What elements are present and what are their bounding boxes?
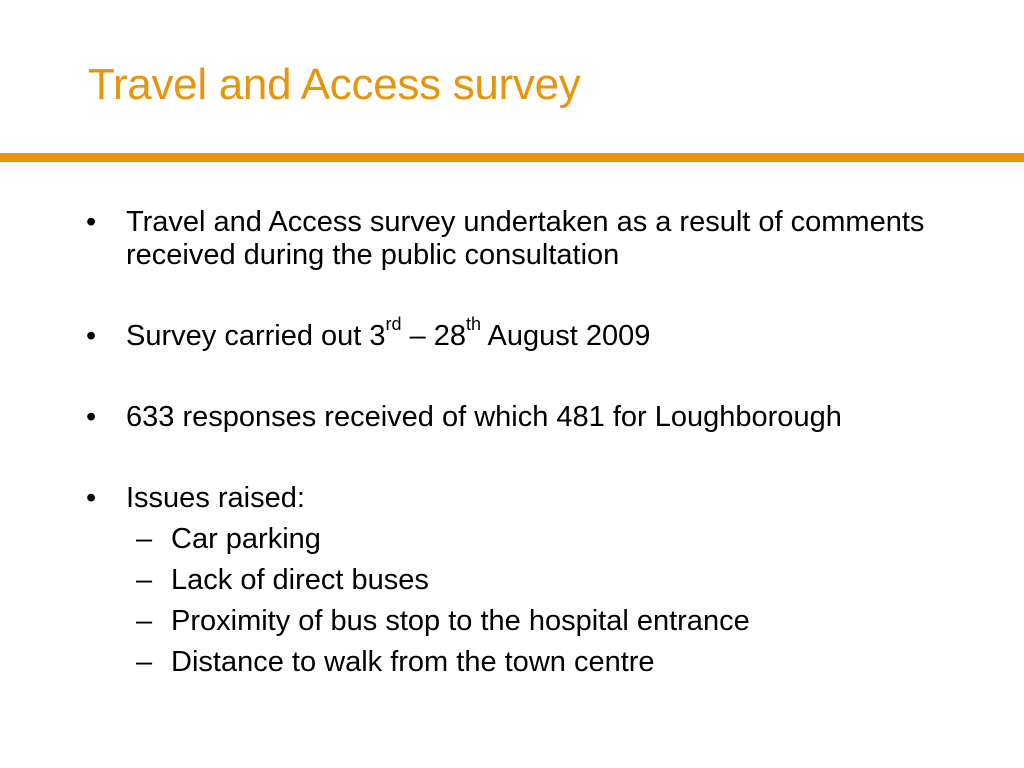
bullet-text-middle: – 28 xyxy=(401,320,467,352)
sub-bullet-item xyxy=(86,646,986,679)
sub-bullet-text: Car parking xyxy=(171,523,321,555)
dash-icon: – xyxy=(136,646,153,678)
slide-title: Travel and Access survey xyxy=(88,60,581,109)
dash-icon: – xyxy=(136,564,153,596)
sub-bullet-text: Lack of direct buses xyxy=(171,564,429,596)
bullet-icon: • xyxy=(86,482,97,514)
bullet-item xyxy=(86,314,986,353)
bullet-text-prefix: Survey carried out 3 xyxy=(126,320,386,352)
sub-bullet-text: Proximity of bus stop to the hospital entrance xyxy=(171,605,750,637)
slide-body xyxy=(86,206,986,687)
title-divider xyxy=(0,153,1024,162)
bullet-icon: • xyxy=(86,320,97,352)
bullet-text: 633 responses received of which 481 for Loughborough xyxy=(126,401,842,433)
bullet-item xyxy=(86,482,986,515)
bullet-text-suffix: August 2009 xyxy=(481,320,651,352)
ordinal-suffix: rd xyxy=(385,314,402,335)
bullet-icon: • xyxy=(86,401,97,433)
bullet-item xyxy=(86,401,986,434)
dash-icon: – xyxy=(136,523,153,555)
bullet-item xyxy=(86,206,986,272)
sub-bullet-item xyxy=(86,523,986,556)
sub-bullet-item xyxy=(86,564,986,597)
bullet-text: Issues raised: xyxy=(126,482,305,514)
sub-bullet-text: Distance to walk from the town centre xyxy=(171,646,655,678)
bullet-icon: • xyxy=(86,206,97,238)
bullet-text: Travel and Access survey undertaken as a result of comments received during the public consultation xyxy=(126,206,925,271)
sub-bullet-item xyxy=(86,605,986,638)
ordinal-suffix: th xyxy=(466,314,482,335)
dash-icon: – xyxy=(136,605,153,637)
